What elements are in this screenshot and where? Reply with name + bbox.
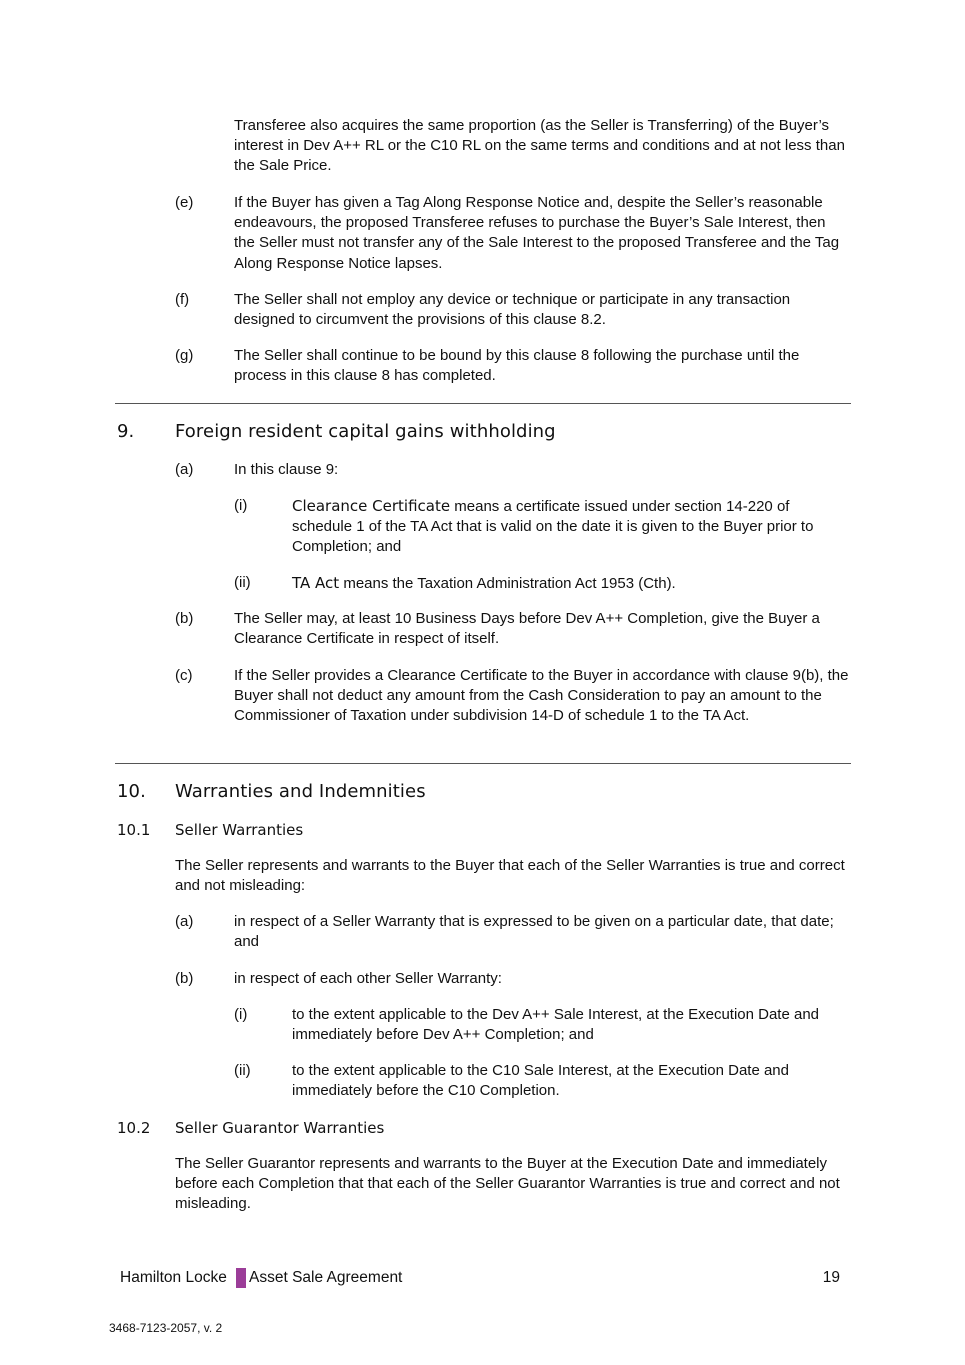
document-id: 3468-7123-2057, v. 2 [109, 1321, 223, 1335]
footer-document-title: Asset Sale Agreement [249, 1269, 403, 1286]
clause-number: 10. [117, 781, 146, 802]
clause-title: Foreign resident capital gains withholding [175, 421, 556, 442]
continuation-paragraph: Transferee also acquires the same proportion (as the Seller is Transferring) of the Buyer’s interest in Dev A++ RL or the C10 RL on the same terms and conditions and at not less than the Sale Price. [234, 117, 845, 175]
item-label: (g) [175, 347, 194, 364]
defined-term: TA Act [292, 574, 340, 592]
item-label: (b) [175, 970, 194, 987]
definition-body: means a certificate issued under section 14-220 of schedule 1 of the TA Act that is valid on the date it is given to the Buyer prior to Completion; and [292, 498, 814, 556]
item-label: (b) [175, 610, 194, 627]
item-label: (a) [175, 461, 194, 478]
item-label: (f) [175, 291, 190, 308]
item-text: in respect of a Seller Warranty that is expressed to be given on a particular date, that date; and [234, 913, 834, 951]
subitem-text: to the extent applicable to the C10 Sale Interest, at the Execution Date and immediately before the C10 Completion. [292, 1062, 789, 1100]
item-text: The Seller shall continue to be bound by this clause 8 following the purchase until the process in this clause 8 has completed. [234, 347, 800, 385]
subclause-number: 10.2 [117, 1119, 151, 1137]
clause-number: 9. [117, 421, 135, 442]
subclause-title: Seller Guarantor Warranties [175, 1119, 385, 1137]
section-divider [115, 763, 851, 764]
subclause-intro: The Seller represents and warrants to the Buyer that each of the Seller Warranties is true and correct and not misleading: [175, 857, 845, 895]
item-label: (a) [175, 913, 194, 930]
defined-term: Clearance Certificate [292, 497, 451, 515]
clause-title: Warranties and Indemnities [175, 781, 426, 802]
item-text: In this clause 9: [234, 461, 339, 478]
item-text: The Seller shall not employ any device or technique or participate in any transaction designed to circumvent the provisions of this clause 8.2. [234, 291, 791, 329]
definition-text [292, 496, 850, 558]
subitem-label: (ii) [234, 1062, 251, 1079]
subclause-text: The Seller Guarantor represents and warrants to the Buyer at the Execution Date and immediately before each Completion that that each of the Seller Guarantor Warranties is true and correct and not misleading. [175, 1155, 840, 1213]
subitem-label: (i) [234, 1006, 248, 1023]
definition-body: means the Taxation Administration Act 1953 (Cth). [339, 575, 676, 592]
subitem-label: (ii) [234, 574, 251, 591]
item-text: If the Seller provides a Clearance Certificate to the Buyer in accordance with clause 9(b), the Buyer shall not deduct any amount from the Cash Consideration to pay an amount to the Commissioner of Taxation under subdivision 14-D of schedule 1 to the TA Act. [234, 667, 849, 725]
page-number: 19 [822, 1269, 840, 1286]
item-text: in respect of each other Seller Warranty: [234, 970, 502, 987]
item-label: (e) [175, 194, 194, 211]
footer-firm-name: Hamilton Locke [120, 1269, 227, 1286]
subitem-text: to the extent applicable to the Dev A++ Sale Interest, at the Execution Date and immediately before Dev A++ Completion; and [292, 1006, 820, 1044]
subitem-label: (i) [234, 497, 248, 514]
subclause-title: Seller Warranties [175, 821, 304, 839]
item-text: If the Buyer has given a Tag Along Response Notice and, despite the Seller’s reasonable endeavours, the proposed Transferee refuses to purchase the Buyer’s Sale Interest, then the Seller must not transfer any of the Sale Interest to the proposed Transferee and the Tag Along Response Notice lapses. [234, 194, 840, 272]
footer-separator-bar [236, 1268, 246, 1288]
item-text: The Seller may, at least 10 Business Days before Dev A++ Completion, give the Buyer a Clearance Certificate in respect of itself. [234, 610, 820, 648]
subclause-number: 10.1 [117, 821, 151, 839]
section-divider [115, 403, 851, 404]
definition-text [292, 573, 850, 594]
item-label: (c) [175, 667, 193, 684]
